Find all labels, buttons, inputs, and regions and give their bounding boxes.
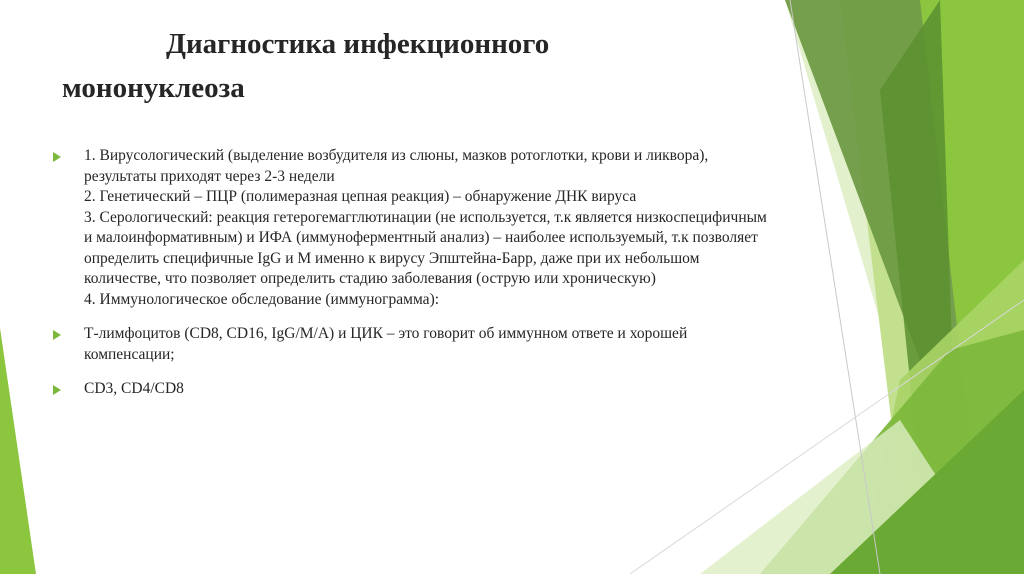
title-line-2: мононуклеоза bbox=[62, 72, 245, 104]
bullet-text-line: количестве, что позволяет определить стадию заболевания (острую или хроническую) bbox=[84, 270, 656, 287]
bullet-text-line: и малоинформативным) и ИФА (иммуноферментный анализ) – наиболее используемый, т.к позволяет bbox=[84, 229, 758, 246]
bullet-text-line: 4. Иммунологическое обследование (иммунограмма): bbox=[84, 290, 440, 308]
bullet-text-line: Т-лимфоцитов (CD8, CD16, IgG/M/A) и ЦИК – это говорит об иммунном ответе и хорошей bbox=[84, 325, 688, 342]
bullet-item-diagnostic-methods bbox=[50, 146, 850, 310]
bullet-arrow-icon bbox=[53, 152, 61, 162]
bullet-text-line: 1. Вирусологический (выделение возбудителя из слюны, мазков ротоглотки, крови и ликвора), bbox=[84, 147, 709, 164]
bullet-text-line: CD3, CD4/CD8 bbox=[84, 380, 184, 397]
bullet-arrow-icon bbox=[53, 385, 61, 395]
bullet-item-t-lymphocytes bbox=[50, 324, 850, 365]
bullet-text-line: 2. Генетический – ПЦР (полимеразная цепная реакция) – обнаружение ДНК вируса bbox=[84, 188, 637, 205]
bullet-text-line: определить специфичные IgG и M именно к вирусу Эпштейна-Барр, даже при их небольшом bbox=[84, 249, 700, 267]
bullet-text-line: 3. Серологический: реакция гетерогемагглютинации (не используется, т.к является низкоспецифичным bbox=[84, 208, 767, 226]
bullet-list bbox=[50, 146, 850, 414]
bullet-arrow-icon bbox=[53, 330, 61, 340]
bullet-text-line: компенсации; bbox=[84, 345, 175, 363]
bullet-item-cd-markers bbox=[50, 379, 850, 400]
left-green-sliver bbox=[0, 328, 36, 574]
bullet-text-line: результаты приходят через 2-3 недели bbox=[84, 167, 335, 185]
title-line-1: Диагностика инфекционного bbox=[166, 28, 550, 60]
